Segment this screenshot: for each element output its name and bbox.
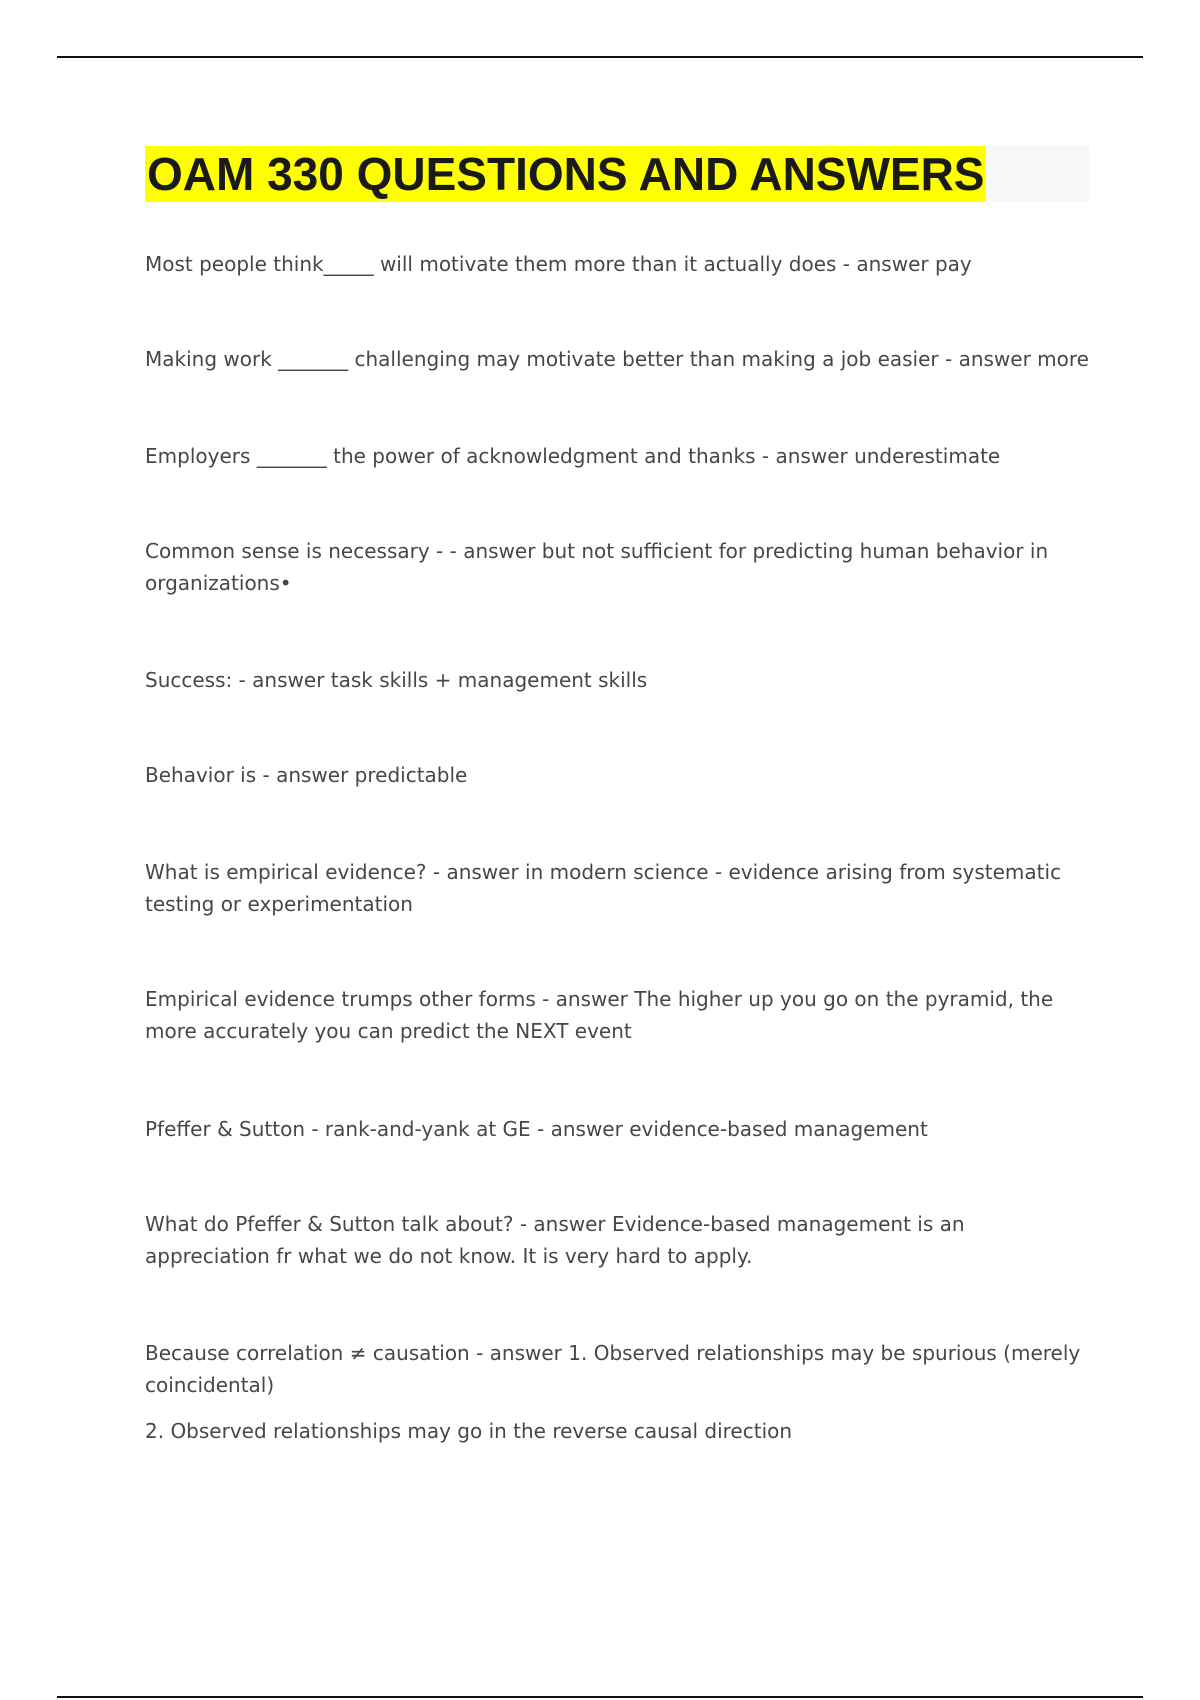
qa-text: Pfeffer & Sutton - rank-and-yank at GE - answer evidence-based management — [145, 1117, 928, 1141]
qa-text: Common sense is necessary - - answer but not sufficient for predicting human behavior in organizations• — [145, 539, 1049, 595]
qa-entry-9 — [145, 1113, 1095, 1145]
qa-text: Most people think_____ will motivate them more than it actually does - answer pay — [145, 252, 972, 276]
bottom-rule — [57, 1696, 1143, 1698]
qa-entry-8 — [145, 983, 1095, 1047]
qa-text: What do Pfeffer & Sutton talk about? - answer Evidence-based management is an appreciation fr what we do not know. It is very hard to apply. — [145, 1212, 965, 1268]
qa-entry-5 — [145, 664, 1095, 696]
qa-entry-2 — [145, 343, 1095, 375]
qa-entry-4 — [145, 535, 1095, 599]
title-block — [145, 146, 1089, 202]
top-rule — [57, 56, 1143, 58]
qa-text: What is empirical evidence? - answer in modern science - evidence arising from systematic testing or experimentation — [145, 860, 1062, 916]
qa-continuation: 2. Observed relationships may go in the reverse causal direction — [145, 1419, 793, 1443]
qa-entry-1 — [145, 248, 1095, 280]
qa-entry-6 — [145, 759, 1095, 791]
qa-entry-3 — [145, 440, 1095, 472]
qa-text: Behavior is - answer predictable — [145, 763, 468, 787]
qa-text: Empirical evidence trumps other forms - answer The higher up you go on the pyramid, the more accurately you can predict the NEXT event — [145, 987, 1054, 1043]
document-title: OAM 330 QUESTIONS AND ANSWERS — [147, 148, 985, 200]
qa-text: Because correlation ≠ causation - answer 1. Observed relationships may be spurious (merely coincidental) — [145, 1341, 1081, 1397]
qa-entry-10 — [145, 1208, 1095, 1272]
qa-text: Making work _______ challenging may motivate better than making a job easier - answer more — [145, 347, 1089, 371]
qa-entry-7 — [145, 856, 1095, 920]
qa-text: Success: - answer task skills + management skills — [145, 668, 648, 692]
qa-entry-11 — [145, 1337, 1095, 1447]
qa-text: Employers _______ the power of acknowledgment and thanks - answer underestimate — [145, 444, 1001, 468]
